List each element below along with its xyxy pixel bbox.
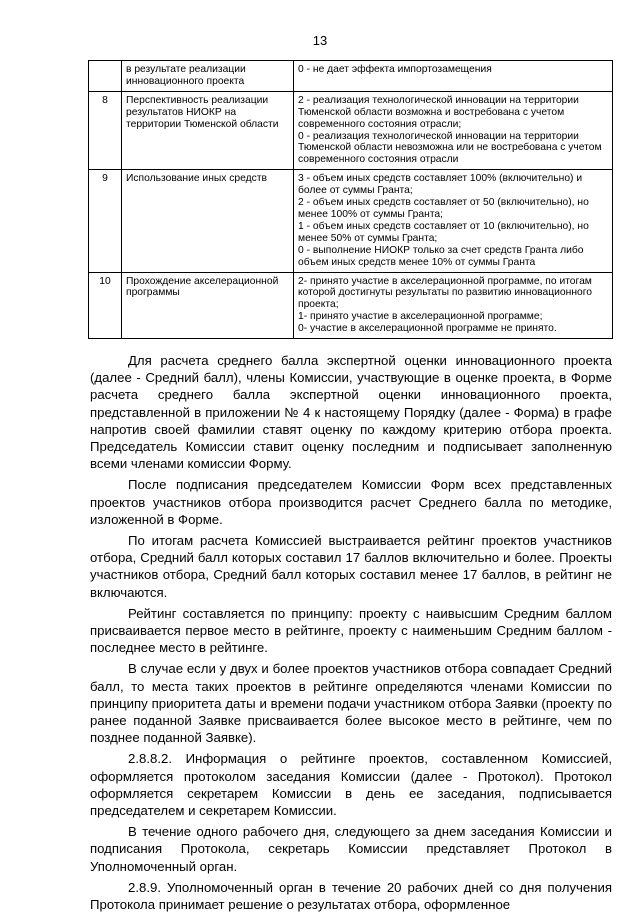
paragraph: По итогам расчета Комиссией выстраивается рейтинг проектов участников отбора, Средний балл которых составил 17 баллов включительно и более. Проекты участников отбора, Средний балл которых составил менее 17 баллов, в рейтинг не включаются.	[90, 533, 612, 600]
row-number: 8	[89, 91, 122, 169]
row-number	[89, 61, 122, 92]
score-line: 0 - не дает эффекта импортозамещения	[298, 64, 492, 75]
row-number: 10	[89, 272, 122, 339]
criterion-name: Использование иных средств	[122, 170, 294, 272]
table-row	[89, 61, 613, 92]
criteria-table	[88, 60, 613, 339]
table-row	[89, 170, 613, 272]
paragraph: В течение одного рабочего дня, следующего за днем заседания Комиссии и подписания Протокола, секретарь Комиссии представляет Протокол в Уполномоченный орган.	[90, 824, 612, 874]
score-line: 1- принято участие в акселерационной программе;	[298, 311, 543, 323]
paragraph: После подписания председателем Комиссии Форм всех представленных проектов участников отбора производится расчет Среднего балла по методике, изложенной в Форме.	[90, 477, 612, 527]
body-text	[90, 352, 612, 917]
paragraph: Для расчета среднего балла экспертной оценки инновационного проекта (далее - Средний балл), члены Комиссии, участвующие в оценке проекта, в Форме расчета среднего балла экспертной оценки инновационного проекта, представленной в приложении № 4 к настоящему Порядку (далее - Форма) в графе напротив своей фамилии ставят оценку по каждому критерию отбора проекта. Председатель Комиссии ставит оценку последним и подписывает заполненную всеми членами комиссии Форму.	[90, 353, 612, 472]
score-line: 2 - реализация технологической инновации на территории Тюменской области возможна и востребована с учетом современного состояния отрасли;	[298, 94, 579, 130]
paragraph: В случае если у двух и более проектов участников отбора совпадает Средний балл, то места таких проектов в рейтинге определяются членами Комиссии по принципу приоритета даты и времени подачи участником отбора Заявки (проекту по ранее поданной Заявке присваивается более высокое место в рейтинге, чем по позднее поданной Заявке).	[90, 661, 612, 746]
score-line: 0 - выполнение НИОКР только за счет средств Гранта либо объем иных средств менее 10% от суммы Гранта	[298, 244, 584, 268]
table-row	[89, 272, 613, 339]
row-number: 9	[89, 170, 122, 272]
table-row	[89, 91, 613, 169]
score-line: 2 - объем иных средств составляет от 50 (включительно), но менее 100% от суммы Гранта;	[298, 197, 589, 220]
score-line: 3 - объем иных средств составляет 100% (включительно) и более от суммы Гранта;	[298, 173, 583, 197]
criterion-scores	[294, 170, 613, 272]
score-line: 2- принято участие в акселерационной программе, по итогам которой достигнуты результаты по развитию инновационного проекта;	[298, 275, 592, 311]
score-line: 0 - реализация технологической инновации на территории Тюменской области невозможна или не востребована с учетом современного состояния отрасли	[298, 130, 602, 166]
score-line: 1 - объем иных средств составляет от 10 (включительно), но менее 50% от суммы Гранта;	[298, 220, 589, 244]
criterion-name: Прохождение акселерационной программы	[122, 272, 294, 339]
criterion-scores	[294, 272, 613, 339]
criterion-name: Перспективность реализации результатов НИОКР на территории Тюменской области	[122, 91, 294, 169]
criteria-table-body	[89, 61, 613, 339]
paragraph: 2.8.9. Уполномоченный орган в течение 20 рабочих дней со дня получения Протокола принимает решение о результатах отбора, оформленное	[90, 879, 612, 913]
page-number: 13	[312, 33, 328, 48]
paragraph: 2.8.8.2. Информация о рейтинге проектов, составленном Комиссией, оформляется протоколом заседания Комиссии (далее - Протокол). Протокол оформляется секретарем Комиссии в день ее заседания, подписывается председателем и секретарем Комиссии.	[90, 751, 612, 819]
paragraph: Рейтинг составляется по принципу: проекту с наивысшим Средним баллом присваивается первое место в рейтинге, проекту с наименьшим Средним баллом - последнее место в рейтинге.	[90, 605, 612, 656]
criterion-scores	[294, 61, 613, 92]
criterion-name: в результате реализации инновационного проекта	[122, 61, 294, 92]
score-line: 0- участие в акселерационной программе не принято.	[298, 323, 557, 335]
criterion-scores	[294, 91, 613, 169]
